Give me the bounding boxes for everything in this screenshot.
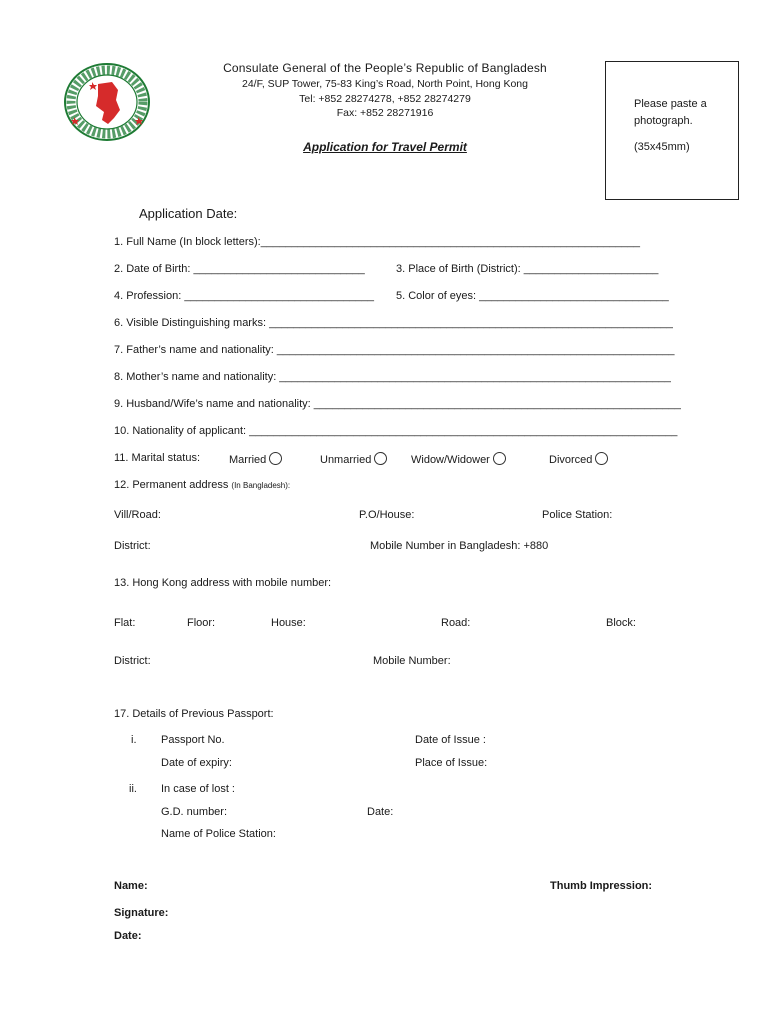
consulate-tel: Tel: +852 28274278, +852 28274279 xyxy=(299,93,471,105)
previous-passport-label: 17. Details of Previous Passport: xyxy=(114,708,274,720)
marital-option-unmarried[interactable]: Unmarried xyxy=(320,452,387,466)
date-of-birth-field[interactable]: 2. Date of Birth: ____________________________ xyxy=(114,263,365,275)
passport-number-field[interactable]: Passport No. xyxy=(161,734,225,746)
hk-mobile-field[interactable]: Mobile Number: xyxy=(373,655,451,667)
profession-field[interactable]: 4. Profession: _______________________________ xyxy=(114,290,374,302)
form-title: Application for Travel Permit xyxy=(303,140,467,154)
hk-block-field[interactable]: Block: xyxy=(606,617,636,629)
marital-option-divorced[interactable]: Divorced xyxy=(549,452,608,466)
consulate-name: Consulate General of the People’s Republic of Bangladesh xyxy=(223,61,547,75)
signature-field[interactable]: Signature: xyxy=(114,907,169,919)
marital-option-married[interactable]: Married xyxy=(229,452,282,466)
marital-option-widow[interactable]: Widow/Widower xyxy=(411,452,506,466)
hk-floor-field[interactable]: Floor: xyxy=(187,617,216,629)
radio-circle-icon[interactable] xyxy=(493,452,506,465)
bd-mobile-field[interactable]: Mobile Number in Bangladesh: +880 xyxy=(370,540,549,552)
passport-item-ii: ii. xyxy=(129,783,137,795)
photo-size: (35x45mm) xyxy=(634,141,690,153)
po-house-field[interactable]: P.O/House: xyxy=(359,509,415,521)
hk-road-field[interactable]: Road: xyxy=(441,617,471,629)
footer-date-field[interactable]: Date: xyxy=(114,930,142,942)
full-name-field[interactable]: 1. Full Name (In block letters):______________________________________________________________ xyxy=(114,236,641,248)
date-of-issue-field[interactable]: Date of Issue : xyxy=(415,734,486,746)
date-of-expiry-field[interactable]: Date of expiry: xyxy=(161,757,232,769)
passport-item-i: i. xyxy=(131,734,137,746)
radio-circle-icon[interactable] xyxy=(374,452,387,465)
consulate-fax: Fax: +852 28271916 xyxy=(336,107,434,119)
spouse-name-field[interactable]: 9. Husband/Wife’s name and nationality: ____________________________________________________________ xyxy=(114,398,681,410)
bangladesh-government-seal-icon xyxy=(62,62,152,142)
vill-road-field[interactable]: Vill/Road: xyxy=(114,509,161,521)
eye-color-field[interactable]: 5. Color of eyes: _______________________________ xyxy=(396,290,669,302)
consulate-address: 24/F, SUP Tower, 75-83 King’s Road, North Point, Hong Kong xyxy=(241,78,528,90)
permanent-address-note: (In Bangladesh): xyxy=(231,481,291,490)
gd-number-field[interactable]: G.D. number: xyxy=(161,806,228,818)
thumb-impression-field[interactable]: Thumb Impression: xyxy=(550,880,653,892)
photo-box[interactable] xyxy=(605,61,739,200)
nationality-field[interactable]: 10. Nationality of applicant: ______________________________________________________________________ xyxy=(114,425,678,437)
police-station-field[interactable]: Police Station: xyxy=(542,509,613,521)
father-name-field[interactable]: 7. Father’s name and nationality: _________________________________________________________________ xyxy=(114,344,675,356)
radio-circle-icon[interactable] xyxy=(595,452,608,465)
place-of-issue-field[interactable]: Place of Issue: xyxy=(415,757,488,769)
distinguishing-marks-field[interactable]: 6. Visible Distinguishing marks: __________________________________________________________________ xyxy=(114,317,673,329)
marital-status-label: 11. Marital status: xyxy=(114,452,200,464)
photo-instruction: Please paste a photograph. xyxy=(634,98,707,127)
mother-name-field[interactable]: 8. Mother’s name and nationality: ________________________________________________________________ xyxy=(114,371,671,383)
radio-circle-icon[interactable] xyxy=(269,452,282,465)
hk-flat-field[interactable]: Flat: xyxy=(114,617,136,629)
gd-date-field[interactable]: Date: xyxy=(367,806,394,818)
application-date-label: Application Date: xyxy=(139,206,238,221)
lost-case-label: In case of lost : xyxy=(161,783,235,795)
permanent-address-label: 12. Permanent address (In Bangladesh): xyxy=(114,479,291,491)
place-of-birth-field[interactable]: 3. Place of Birth (District): ______________________ xyxy=(396,263,659,275)
applicant-name-field[interactable]: Name: xyxy=(114,880,148,892)
police-station-name-field[interactable]: Name of Police Station: xyxy=(161,828,276,840)
hk-address-label: 13. Hong Kong address with mobile number: xyxy=(114,577,332,589)
hk-district-field[interactable]: District: xyxy=(114,655,151,667)
permanent-district-field[interactable]: District: xyxy=(114,540,151,552)
hk-house-field[interactable]: House: xyxy=(271,617,306,629)
